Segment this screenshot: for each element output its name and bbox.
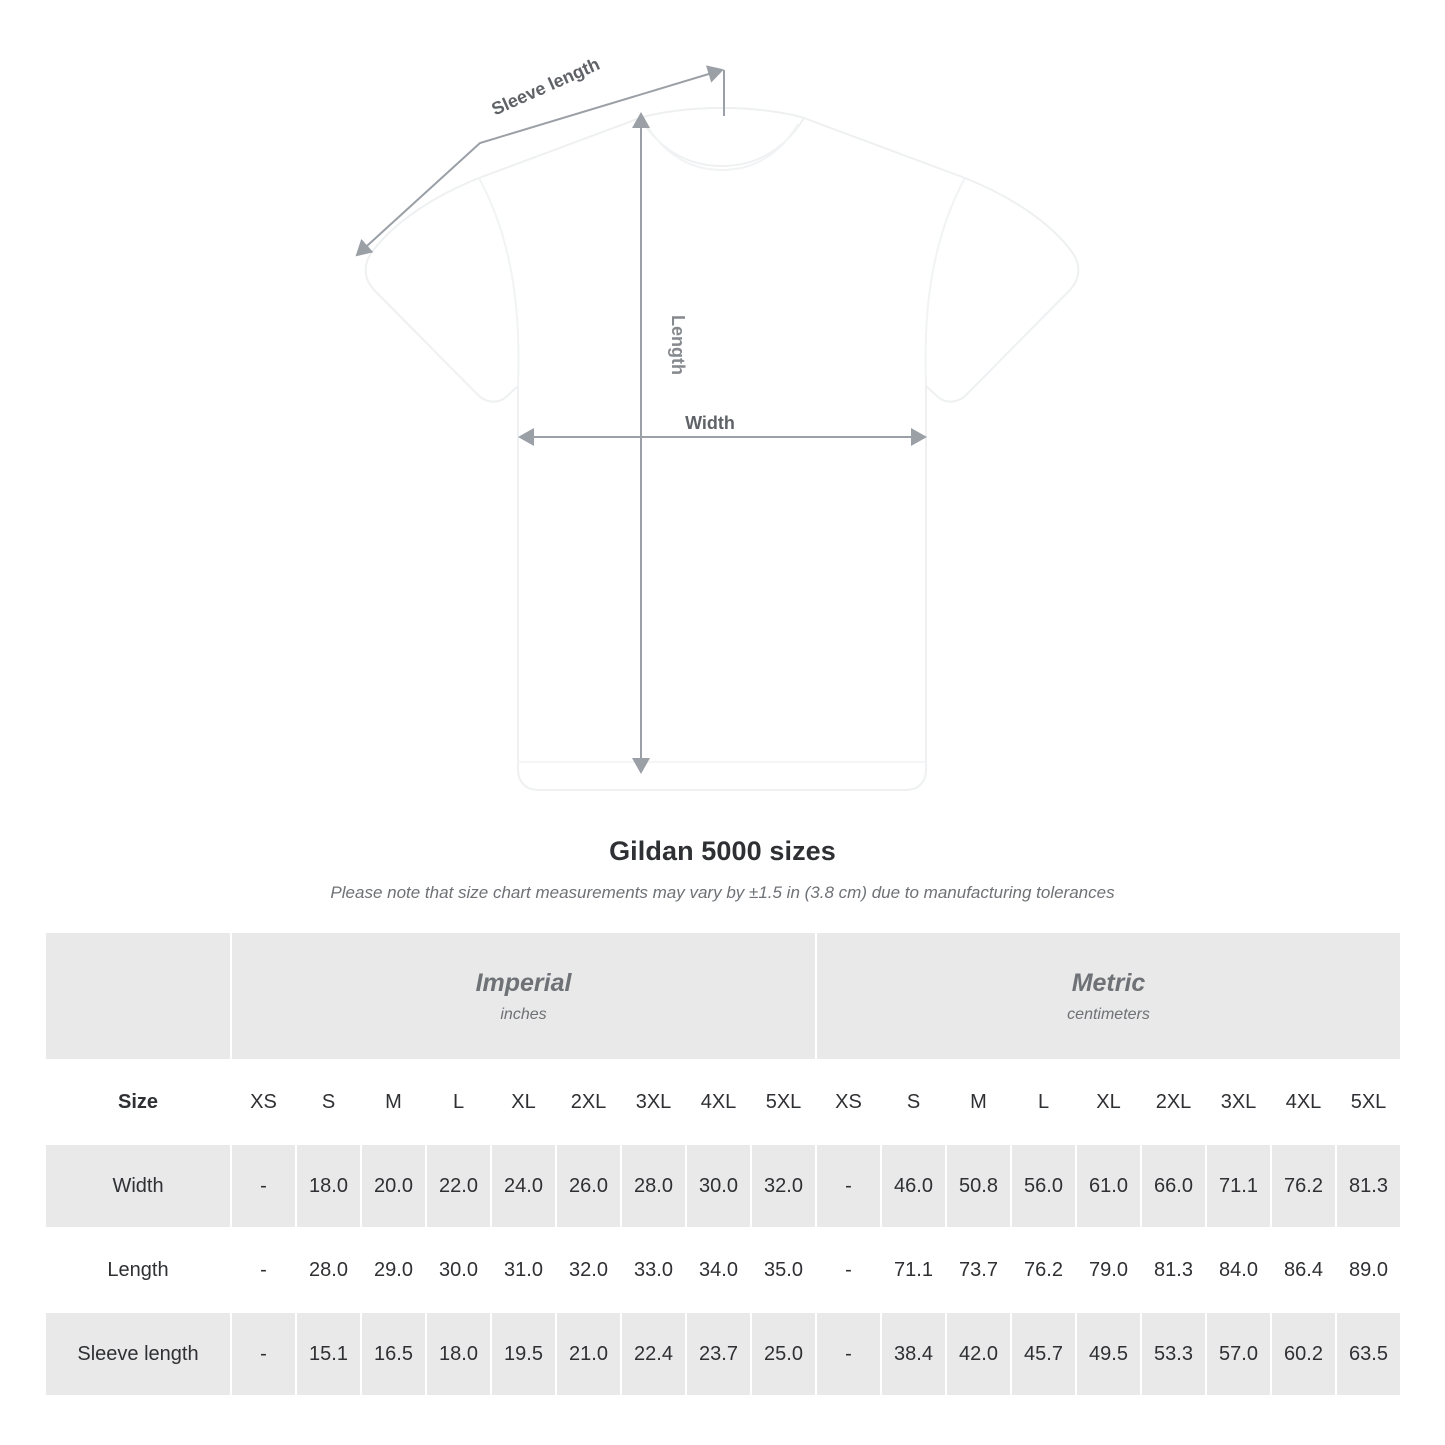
- cell-length-imperial-2xl: 32.0: [556, 1228, 621, 1312]
- cell-width-metric-s: 46.0: [881, 1144, 946, 1228]
- cell-width-metric-xs: -: [816, 1144, 881, 1228]
- cell-width-imperial-l: 22.0: [426, 1144, 491, 1228]
- cell-length-metric-s: 71.1: [881, 1228, 946, 1312]
- header-size-metric-3xl: 3XL: [1206, 1060, 1271, 1144]
- cell-sleeve-metric-4xl: 60.2: [1271, 1312, 1336, 1396]
- cell-length-metric-l: 76.2: [1011, 1228, 1076, 1312]
- header-size-metric-xs: XS: [816, 1060, 881, 1144]
- size-header-row: [45, 1060, 1401, 1144]
- cell-width-metric-3xl: 71.1: [1206, 1144, 1271, 1228]
- header-size-metric-5xl: 5XL: [1336, 1060, 1401, 1144]
- cell-sleeve-imperial-m: 16.5: [361, 1312, 426, 1396]
- cell-length-metric-4xl: 86.4: [1271, 1228, 1336, 1312]
- cell-length-imperial-5xl: 35.0: [751, 1228, 816, 1312]
- header-size-metric-l: L: [1011, 1060, 1076, 1144]
- unit-imperial-name: Imperial: [475, 968, 572, 997]
- cell-length-imperial-l: 30.0: [426, 1228, 491, 1312]
- cell-width-metric-2xl: 66.0: [1141, 1144, 1206, 1228]
- cell-width-imperial-m: 20.0: [361, 1144, 426, 1228]
- cell-length-imperial-xl: 31.0: [491, 1228, 556, 1312]
- cell-sleeve-metric-2xl: 53.3: [1141, 1312, 1206, 1396]
- cell-sleeve-metric-m: 42.0: [946, 1312, 1011, 1396]
- cell-sleeve-imperial-2xl: 21.0: [556, 1312, 621, 1396]
- tolerance-note: Please note that size chart measurements may vary by ±1.5 in (3.8 cm) due to manufacturing tolerances: [330, 883, 1115, 902]
- cell-length-metric-2xl: 81.3: [1141, 1228, 1206, 1312]
- cell-width-imperial-xl: 24.0: [491, 1144, 556, 1228]
- width-label: Width: [685, 413, 735, 433]
- cell-length-imperial-3xl: 33.0: [621, 1228, 686, 1312]
- row-label-length: Length: [45, 1228, 231, 1312]
- page-title: Gildan 5000 sizes: [609, 836, 836, 866]
- row-label-sleeve-length: Sleeve length: [45, 1312, 231, 1396]
- header-size-imperial-xl: XL: [491, 1060, 556, 1144]
- cell-length-metric-xl: 79.0: [1076, 1228, 1141, 1312]
- table-row: [45, 1228, 1401, 1312]
- cell-sleeve-imperial-xl: 19.5: [491, 1312, 556, 1396]
- cell-sleeve-metric-xl: 49.5: [1076, 1312, 1141, 1396]
- cell-width-metric-4xl: 76.2: [1271, 1144, 1336, 1228]
- cell-width-imperial-xs: -: [231, 1144, 296, 1228]
- cell-sleeve-metric-3xl: 57.0: [1206, 1312, 1271, 1396]
- cell-length-imperial-4xl: 34.0: [686, 1228, 751, 1312]
- header-size-imperial-l: L: [426, 1060, 491, 1144]
- cell-sleeve-imperial-s: 15.1: [296, 1312, 361, 1396]
- cell-length-metric-m: 73.7: [946, 1228, 1011, 1312]
- cell-sleeve-imperial-5xl: 25.0: [751, 1312, 816, 1396]
- row-label-width: Width: [45, 1144, 231, 1228]
- cell-width-imperial-5xl: 32.0: [751, 1144, 816, 1228]
- cell-length-metric-xs: -: [816, 1228, 881, 1312]
- cell-sleeve-imperial-3xl: 22.4: [621, 1312, 686, 1396]
- unit-header-row: [45, 932, 1401, 1060]
- cell-width-metric-xl: 61.0: [1076, 1144, 1141, 1228]
- size-table: [44, 931, 1402, 1397]
- cell-width-metric-5xl: 81.3: [1336, 1144, 1401, 1228]
- unit-metric-name: Metric: [1071, 968, 1146, 997]
- cell-length-imperial-xs: -: [231, 1228, 296, 1312]
- table-row: [45, 1144, 1401, 1228]
- unit-imperial-sub: inches: [500, 1005, 547, 1023]
- tshirt-shape: [366, 108, 1079, 790]
- cell-width-imperial-4xl: 30.0: [686, 1144, 751, 1228]
- header-size-imperial-4xl: 4XL: [686, 1060, 751, 1144]
- title-block: [0, 836, 1445, 903]
- header-size-imperial-2xl: 2XL: [556, 1060, 621, 1144]
- header-size-imperial-s: S: [296, 1060, 361, 1144]
- header-size-metric-2xl: 2XL: [1141, 1060, 1206, 1144]
- header-size-imperial-5xl: 5XL: [751, 1060, 816, 1144]
- cell-width-imperial-s: 18.0: [296, 1144, 361, 1228]
- cell-sleeve-imperial-l: 18.0: [426, 1312, 491, 1396]
- header-size-imperial-xs: XS: [231, 1060, 296, 1144]
- header-size-metric-4xl: 4XL: [1271, 1060, 1336, 1144]
- unit-header-spacer: [45, 932, 231, 1060]
- cell-sleeve-imperial-4xl: 23.7: [686, 1312, 751, 1396]
- unit-header-imperial: [231, 932, 816, 1060]
- cell-width-imperial-2xl: 26.0: [556, 1144, 621, 1228]
- table-row: [45, 1312, 1401, 1396]
- unit-metric-sub: centimeters: [1067, 1005, 1150, 1023]
- cell-width-metric-m: 50.8: [946, 1144, 1011, 1228]
- header-size-label: Size: [45, 1060, 231, 1144]
- header-size-metric-xl: XL: [1076, 1060, 1141, 1144]
- cell-sleeve-metric-s: 38.4: [881, 1312, 946, 1396]
- cell-sleeve-imperial-xs: -: [231, 1312, 296, 1396]
- cell-sleeve-metric-5xl: 63.5: [1336, 1312, 1401, 1396]
- header-size-metric-m: M: [946, 1060, 1011, 1144]
- cell-sleeve-metric-xs: -: [816, 1312, 881, 1396]
- header-size-imperial-m: M: [361, 1060, 426, 1144]
- cell-width-metric-l: 56.0: [1011, 1144, 1076, 1228]
- cell-width-imperial-3xl: 28.0: [621, 1144, 686, 1228]
- cell-length-metric-5xl: 89.0: [1336, 1228, 1401, 1312]
- sleeve-length-label: Sleeve length: [488, 53, 603, 120]
- cell-sleeve-metric-l: 45.7: [1011, 1312, 1076, 1396]
- size-table-wrap: [44, 931, 1401, 1397]
- cell-length-imperial-m: 29.0: [361, 1228, 426, 1312]
- cell-length-metric-3xl: 84.0: [1206, 1228, 1271, 1312]
- unit-header-metric: [816, 932, 1401, 1060]
- length-label: Length: [668, 315, 688, 375]
- header-size-imperial-3xl: 3XL: [621, 1060, 686, 1144]
- cell-length-imperial-s: 28.0: [296, 1228, 361, 1312]
- header-size-metric-s: S: [881, 1060, 946, 1144]
